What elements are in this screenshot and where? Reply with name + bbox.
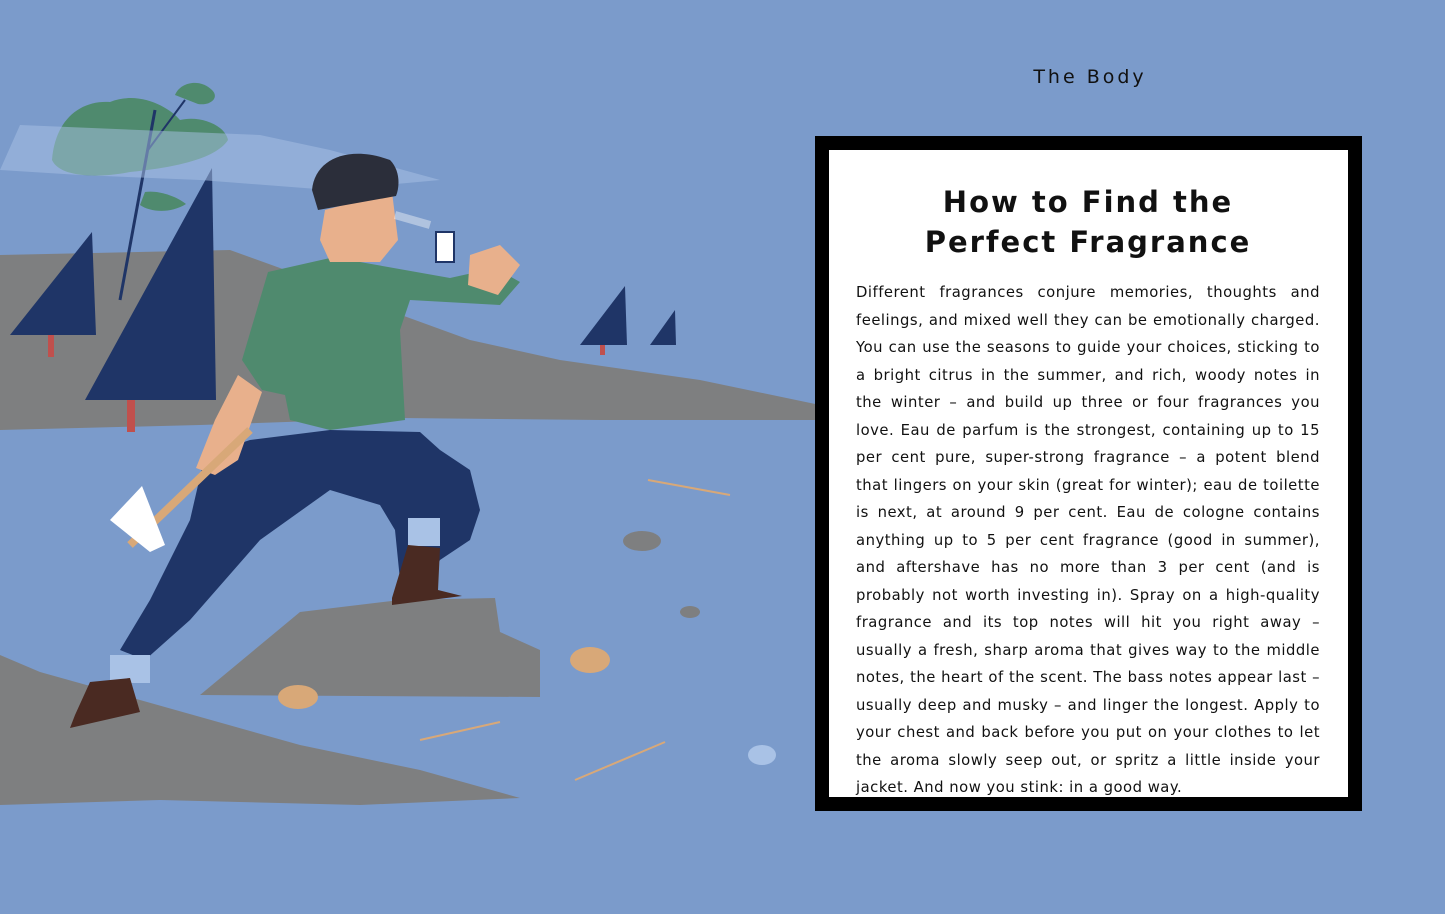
article-heading [856,182,1320,262]
article-body: Different fragrances conjure memories, thoughts and feelings, and mixed well they can be emotionally charged. You can use the seasons to guide your choices, sticking to a bright citrus in the summer, and rich, woody notes in the winter – and build up three or four fragrances you love. Eau de parfum is the strongest, containing up to 15 per cent pure, super-strong fragrance – a potent blend that lingers on your skin (great for winter); eau de toilette is next, at around 9 per cent. Eau de cologne contains anything up to 5 per cent fragrance (good in summer), and aftershave has no more than 3 per cent (and is probably not worth investing in). Spray on a high-quality fragrance and its top notes will hit you right away – usually a fresh, sharp aroma that gives way to the middle notes, the heart of the scent. The bass notes appear last – usually deep and musky – and linger the longest. Apply to your chest and back before you put on your clothes to let the aroma slowly seep out, or spritz a little inside your jacket. And now you stink: in a good way. [856,284,1320,796]
text-box [829,150,1348,797]
heading-line-1: How to Find the [942,185,1234,219]
section-title: The Body [1033,66,1147,88]
heading-line-2: Perfect Fragrance [924,225,1252,259]
text-box-frame [815,136,1362,811]
